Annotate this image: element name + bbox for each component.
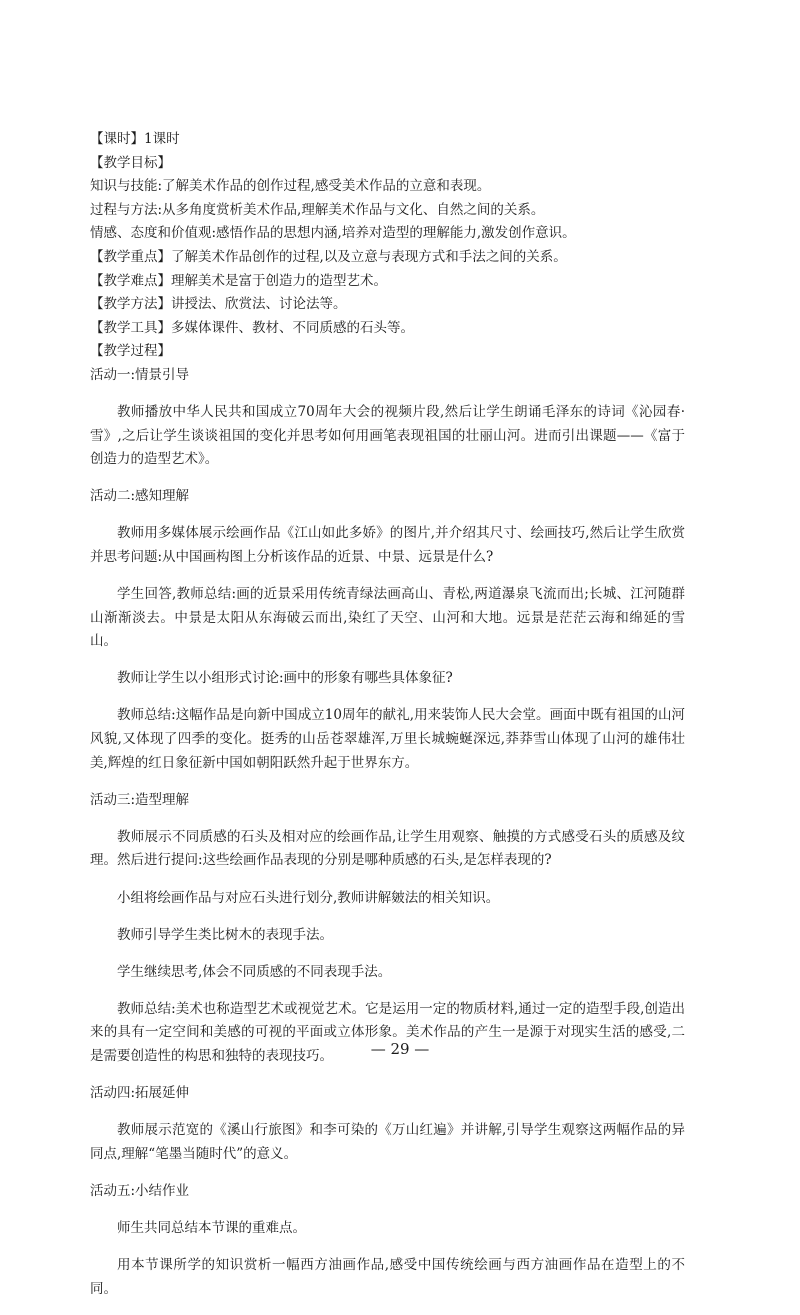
activity-1-paragraph: 教师播放中华人民共和国成立70周年大会的视频片段,然后让学生朗诵毛泽东的诗词《沁园春·雪》,之后让学生谈谈祖国的变化并思考如何用画笔表现祖国的壮丽山河。进而引出课题——《富于创造力的造型艺术》。 (90, 404, 685, 468)
activity-3-paragraph-3: 教师引导学生类比树木的表现手法。 (117, 926, 333, 943)
page-number: — 29 — (370, 1040, 430, 1058)
activity-4-paragraph: 教师展示范宽的《溪山行旅图》和李可染的《万山红遍》并讲解,引导学生观察这两幅作品的异同点,理解“笔墨当随时代”的意义。 (90, 1122, 685, 1162)
teaching-key-points: 【教学重点】了解美术作品创作的过程,以及立意与表现方式和手法之间的关系。 (90, 248, 567, 265)
teaching-process-heading: 【教学过程】 (90, 343, 171, 360)
activity-5-paragraph-2: 用本节课所学的知识赏析一幅西方油画作品,感受中国传统绘画与西方油画作品在造型上的不同。 (90, 1257, 685, 1297)
activity-3-paragraph-4: 学生继续思考,体会不同质感的不同表现手法。 (117, 963, 392, 980)
teaching-objectives-heading: 【教学目标】 (90, 154, 171, 171)
teaching-methods: 【教学方法】讲授法、欣赏法、讨论法等。 (90, 296, 347, 313)
activity-2-paragraph-2: 学生回答,教师总结:画的近景采用传统青绿法画高山、青松,两道瀑泉飞流而出;长城、江河随群山渐渐淡去。中景是太阳从东海破云而出,染红了天空、山河和大地。远景是茫茫云海和绵延的雪山。 (90, 586, 685, 650)
activity-3-paragraph-1: 教师展示不同质感的石头及相对应的绘画作品,让学生用观察、触摸的方式感受石头的质感及纹理。然后进行提问:这些绘画作品表现的分别是哪种质感的石头,是怎样表现的? (90, 828, 685, 869)
activity-2-paragraph-4: 教师总结:这幅作品是向新中国成立10周年的献礼,用来装饰人民大会堂。画面中既有祖国的山河风貌,又体现了四季的变化。挺秀的山岳苍翠雄浑,万里长城蜿蜒深远,莽莽雪山体现了山河的雄伟壮美,辉煌的红日象征新中国如朝阳跃然升起于世界东方。 (90, 707, 685, 771)
activity-2-heading: 活动二:感知理解 (90, 488, 190, 505)
teaching-difficulties: 【教学难点】理解美术是富于创造力的造型艺术。 (90, 272, 387, 289)
activity-5-paragraph-1: 师生共同总结本节课的重难点。 (117, 1219, 306, 1236)
activity-5-heading: 活动五:小结作业 (90, 1182, 190, 1199)
objective-process-methods: 过程与方法:从多角度赏析美术作品,理解美术作品与文化、自然之间的关系。 (90, 201, 545, 218)
activity-3-paragraph-2: 小组将绘画作品与对应石头进行划分,教师讲解皴法的相关知识。 (117, 889, 500, 906)
objective-knowledge-skills: 知识与技能:了解美术作品的创作过程,感受美术作品的立意和表现。 (90, 178, 491, 195)
activity-1-heading: 活动一:情景引导 (90, 366, 190, 383)
activity-3-heading: 活动三:造型理解 (90, 791, 190, 808)
activity-3-paragraph-5: 教师总结:美术也称造型艺术或视觉艺术。它是运用一定的物质材料,通过一定的造型手段,创造出来的具有一定空间和美感的可视的平面或立体形象。美术作品的产生一是源于对现实生活的感受,二是需要创造性的构思和独特的表现技巧。 (90, 1000, 685, 1064)
teaching-tools: 【教学工具】多媒体课件、教材、不同质感的石头等。 (90, 319, 414, 336)
activity-2-paragraph-3: 教师让学生以小组形式讨论:画中的形象有哪些具体象征? (117, 670, 453, 687)
class-hours-line: 【课时】1课时 (90, 131, 180, 147)
objective-emotion-attitude: 情感、态度和价值观:感悟作品的思想内涵,培养对造型的理解能力,激发创作意识。 (90, 225, 576, 242)
lesson-plan-body (90, 128, 685, 1315)
activity-2-paragraph-1: 教师用多媒体展示绘画作品《江山如此多娇》的图片,并介绍其尺寸、绘画技巧,然后让学生欣赏并思考问题:从中国画构图上分析该作品的近景、中景、远景是什么? (90, 525, 685, 565)
activity-4-heading: 活动四:拓展延伸 (90, 1085, 190, 1102)
